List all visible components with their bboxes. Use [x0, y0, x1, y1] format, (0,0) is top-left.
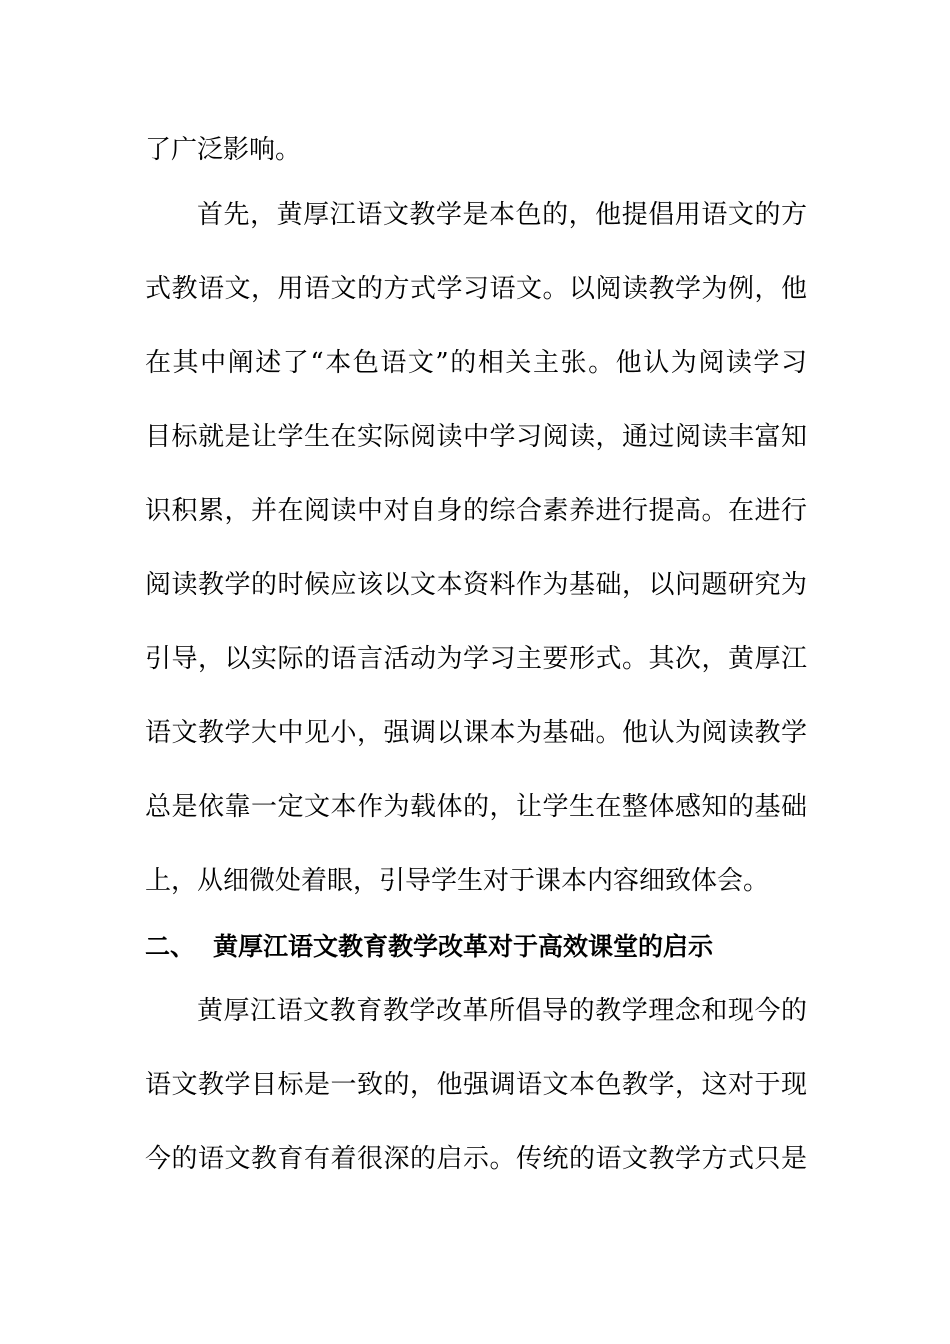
section-title: 黄厚江语文教育教学改革对于高效课堂的启示: [213, 932, 714, 961]
text-line: 式教语文，用语文的方式学习语文。以阅读教学为例，他: [145, 274, 807, 304]
text-line: 引导，以实际的语言活动为学习主要形式。其次，黄厚江: [145, 644, 807, 674]
section-number: 二、: [145, 932, 196, 961]
text-line: 黄厚江语文教育教学改革所倡导的教学理念和现今的: [197, 996, 807, 1026]
text-line: 目标就是让学生在实际阅读中学习阅读，通过阅读丰富知: [145, 422, 807, 452]
text-line: 总是依靠一定文本作为载体的，让学生在整体感知的基础: [145, 792, 807, 822]
text-line: 了广泛影响。: [145, 135, 302, 165]
text-line: 在其中阐述了“本色语文”的相关主张。他认为阅读学习: [145, 348, 807, 378]
text-line: 首先，黄厚江语文教学是本色的，他提倡用语文的方: [197, 200, 807, 230]
section-heading: [145, 927, 807, 967]
text-line: 上，从细微处着眼，引导学生对于课本内容细致体会。: [145, 866, 770, 896]
text-line: 今的语文教育有着很深的启示。传统的语文教学方式只是: [145, 1144, 807, 1174]
text-line: 语文教学目标是一致的，他强调语文本色教学，这对于现: [145, 1070, 807, 1100]
text-line: 阅读教学的时候应该以文本资料作为基础，以问题研究为: [145, 570, 807, 600]
text-line: 语文教学大中见小，强调以课本为基础。他认为阅读教学: [145, 718, 807, 748]
text-line: 识积累，并在阅读中对自身的综合素养进行提高。在进行: [145, 496, 807, 526]
